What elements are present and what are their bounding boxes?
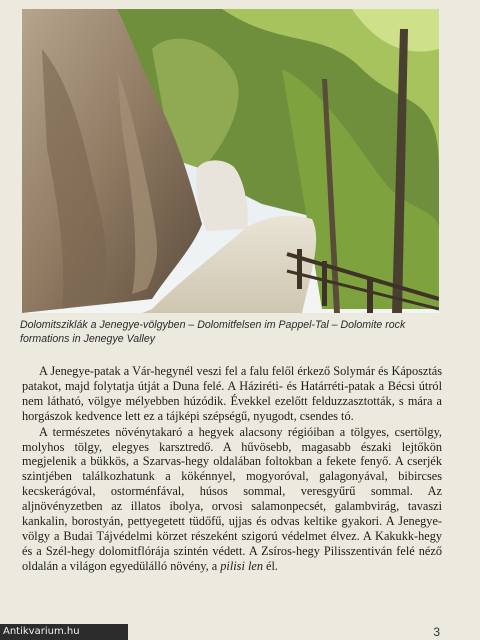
- article-body: [22, 364, 442, 574]
- paragraph-2-end: él.: [262, 558, 279, 573]
- page-number: 3: [433, 625, 440, 639]
- valley-photograph: [22, 9, 439, 313]
- figure-caption: Dolomitsziklák a Jenegye-völgyben – Dolomitfelsen im Pappel-Tal – Dolomite rock formations in Jenegye Valley: [20, 319, 406, 345]
- paragraph-2-text: A természetes növénytakaró a hegyek alacsony régióiban a tölgyes, csertölgy, molyhos tölgy, elegyes karsztredő. A hűvösebb, magasabb északi lejtőkön megjelenik a bükkös, a Szarvas-hegy oldalában foltokban a fekete fenyő. A cserjék szintjében találkozhatunk a kökénnyel, mogyoróval, galagonyával, bibircses kecskerágóval, ostorménfával, húsos sommal, veresgyűrű sommal. Az aljnövényzetben az illatos ibolya, orvosi salamonpecsét, galambvirág, tavaszi kankalin, borostyán, pettyegetett tüdőfű, ujjas és odvas keltike gyakori. A Jenegye-völgy a Budai Tájvédelmi körzet részeként szigorú védelmet élvez. A Kakukk-hegy és a Szél-hegy dolomitflórája szintén védett. A Zsíros-hegy Pilisszentiván felé néző oldalán a világon egyedülálló növény, a: [22, 424, 442, 573]
- paragraph-1: A Jenegye-patak a Vár-hegynél veszi fel a falu felől érkező Solymár és Káposztás patakot, majd folytatja útját a Duna felé. A Háziréti- és Határréti-patak a Bécsi útról nem látható, völgye mélyebben húzódik. Évekkel ezelőtt felduzzasztották, s mára a horgászok kedvence lett ez a tájképi szépségű, nyugodt, csendes tó.: [22, 364, 442, 423]
- watermark: Antikvarium.hu: [0, 624, 128, 640]
- paragraph-2: [22, 425, 442, 574]
- plant-name: pilisi len: [220, 558, 263, 573]
